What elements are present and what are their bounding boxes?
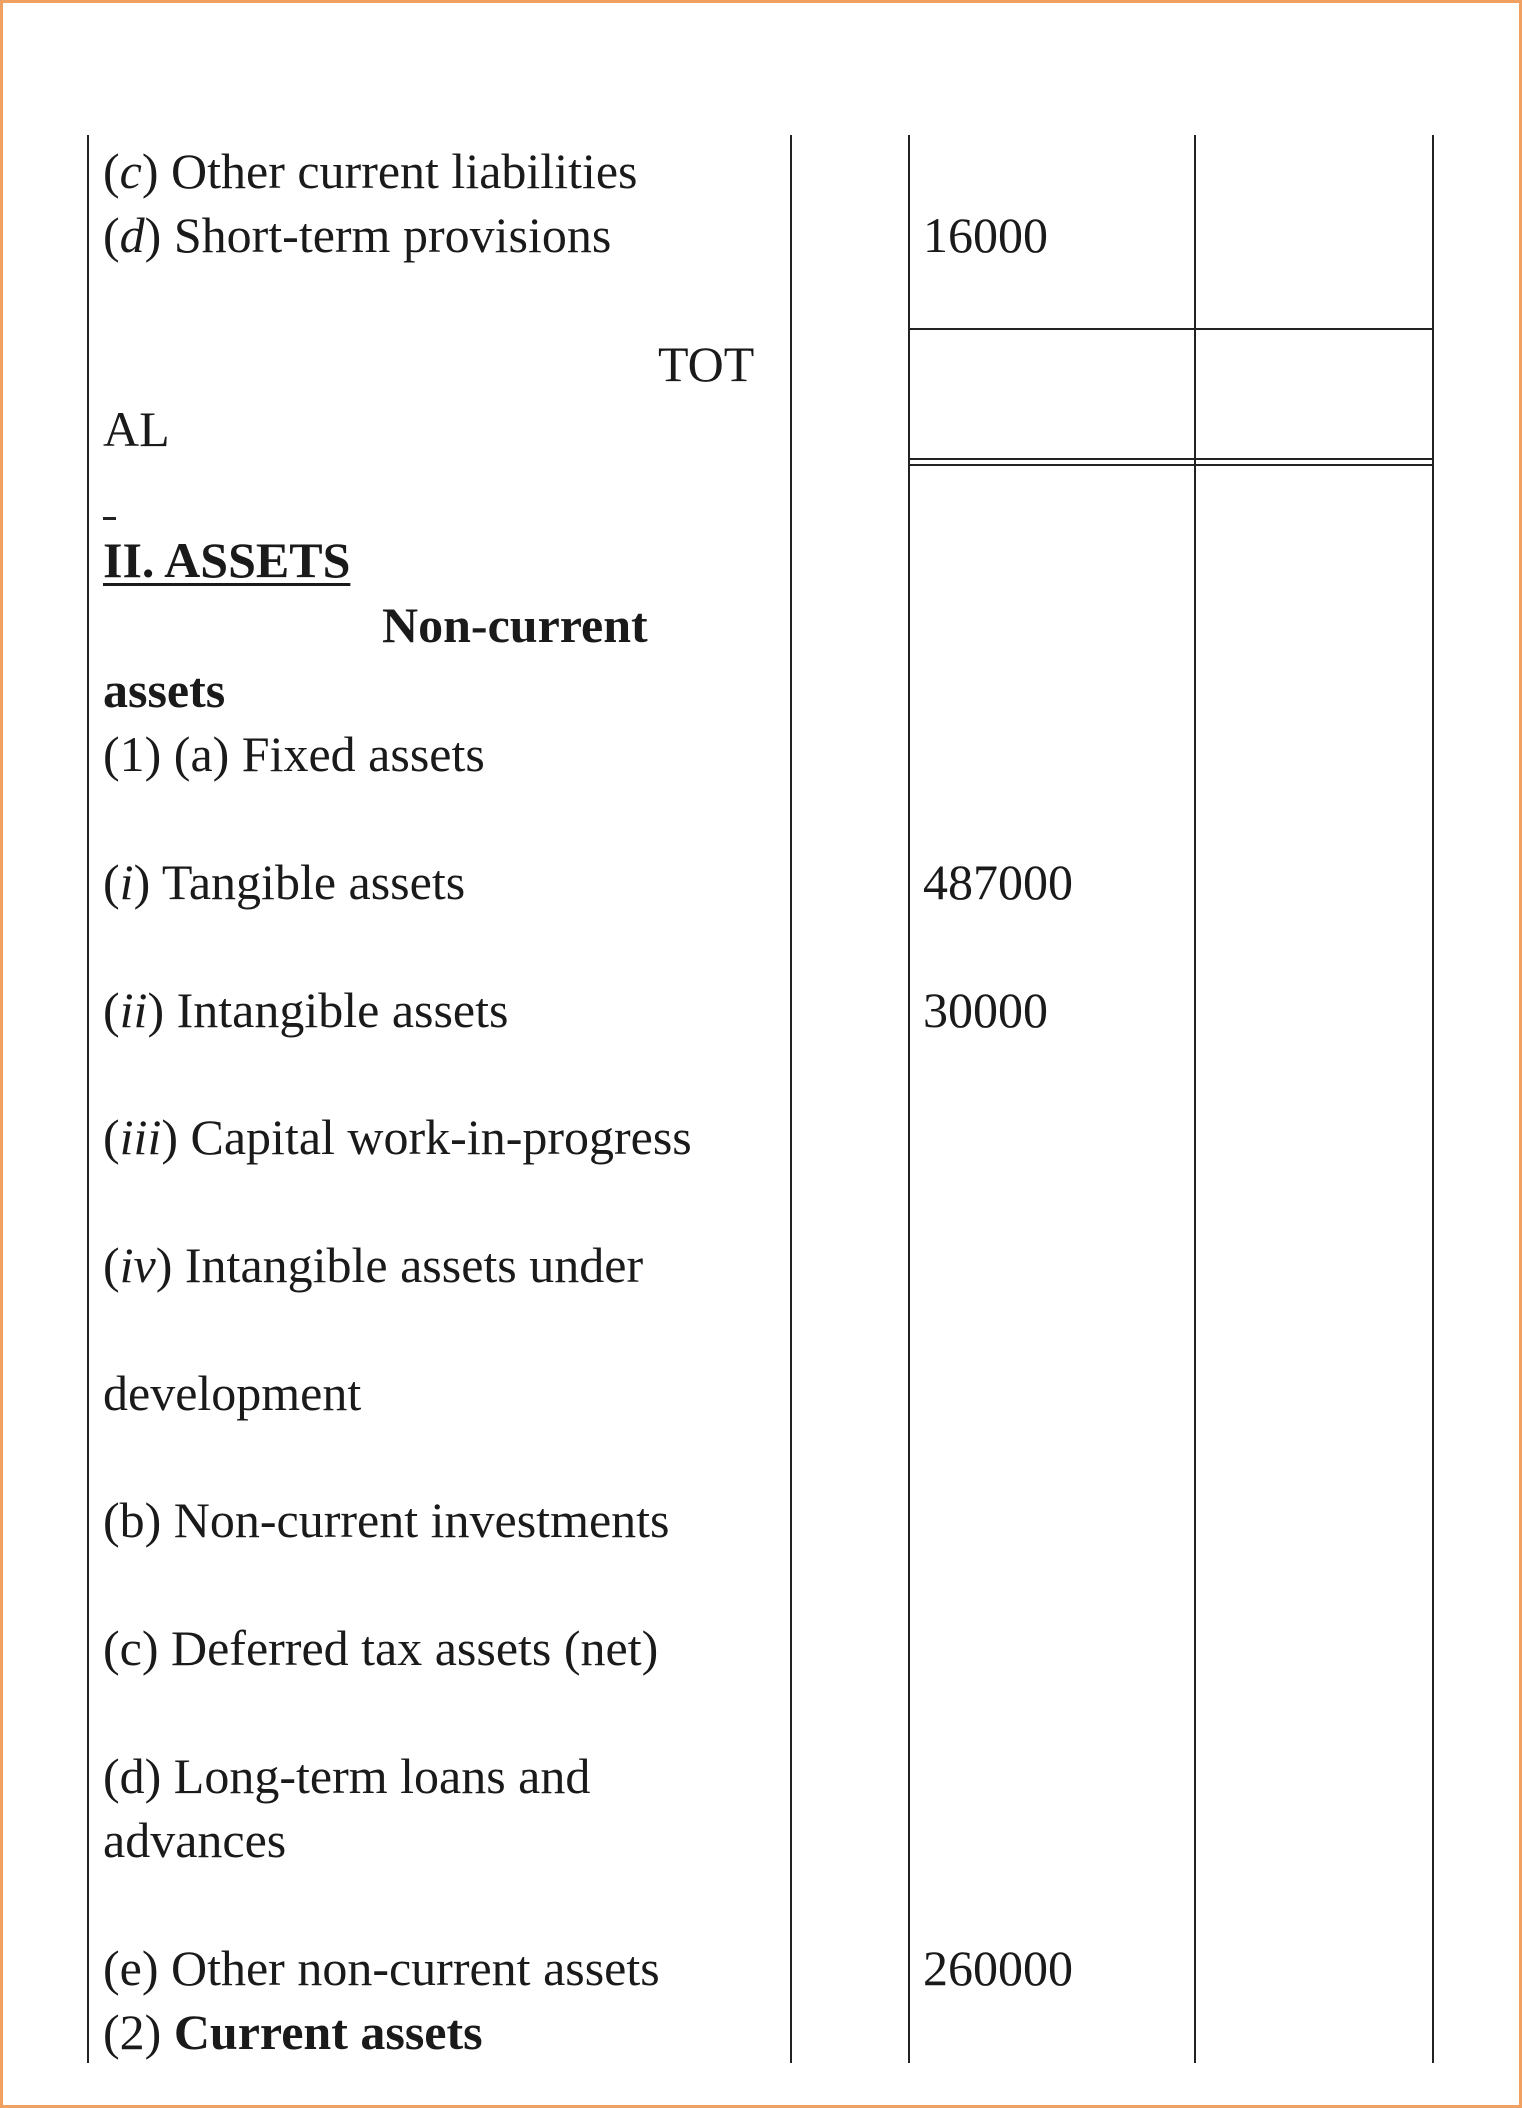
row-marker: iii xyxy=(119,1109,162,1165)
row-capital-work-in-progress: (iii) Capital work-in-progress xyxy=(103,1109,692,1165)
row-other-current-liabilities: (c) Other current liabilities xyxy=(103,143,638,199)
assets-heading: II. ASSETS xyxy=(103,532,351,588)
row-intangible-assets: (ii) Intangible assets xyxy=(103,982,509,1038)
row-marker: iv xyxy=(119,1237,156,1293)
row-label: Short-term provisions xyxy=(173,207,612,263)
row-intangible-under-development: (iv) Intangible assets under xyxy=(103,1237,644,1293)
column-divider-particulars xyxy=(790,135,792,2063)
table-left-border xyxy=(87,135,89,2063)
row-deferred-tax-assets: (c) Deferred tax assets (net) xyxy=(103,1620,659,1676)
row-non-current-investments: (b) Non-current investments xyxy=(103,1492,670,1548)
row-other-non-current-assets: (e) Other non-current assets xyxy=(103,1940,660,1996)
current-assets-label: Current assets xyxy=(173,2004,483,2060)
row-continuation-development: development xyxy=(103,1365,362,1421)
row-marker: i xyxy=(119,854,134,910)
row-marker: ii xyxy=(119,982,148,1038)
row-tangible-assets: (i) Tangible assets xyxy=(103,854,466,910)
underline-mark xyxy=(103,517,116,520)
row-long-term-loans: (d) Long-term loans and xyxy=(103,1748,591,1804)
row-label: Other current liabilities xyxy=(171,143,638,199)
column-divider-amount xyxy=(1194,135,1196,2063)
total-label-part1: TOT xyxy=(658,336,755,392)
column-divider-note xyxy=(908,135,910,2063)
amount-other-non-current-assets: 260000 xyxy=(923,1940,1073,1996)
non-current-heading-part1: Non-current xyxy=(382,597,648,653)
total-label-part2: AL xyxy=(103,401,170,457)
total-bottom-rule-1 xyxy=(908,458,1434,460)
row-long-term-loans-continued: advances xyxy=(103,1812,287,1868)
row-marker: d xyxy=(119,207,145,263)
row-short-term-provisions: (d) Short-term provisions xyxy=(103,207,612,263)
row-label: Intangible assets xyxy=(176,982,509,1038)
row-label: Intangible assets under xyxy=(184,1237,644,1293)
row-label: Tangible assets xyxy=(161,854,466,910)
row-label: Capital work-in-progress xyxy=(190,1109,692,1165)
amount-short-term-provisions: 16000 xyxy=(923,207,1048,263)
total-bottom-rule-2 xyxy=(908,464,1434,466)
non-current-heading-part2: assets xyxy=(103,662,226,718)
row-current-assets-heading: (2) Current assets xyxy=(103,2004,483,2060)
row-marker: c xyxy=(119,143,142,199)
amount-intangible-assets: 30000 xyxy=(923,982,1048,1038)
fixed-assets-heading: (1) (a) Fixed assets xyxy=(103,726,485,782)
table-right-border xyxy=(1432,135,1434,2063)
amount-tangible-assets: 487000 xyxy=(923,854,1073,910)
total-top-rule xyxy=(908,328,1434,330)
